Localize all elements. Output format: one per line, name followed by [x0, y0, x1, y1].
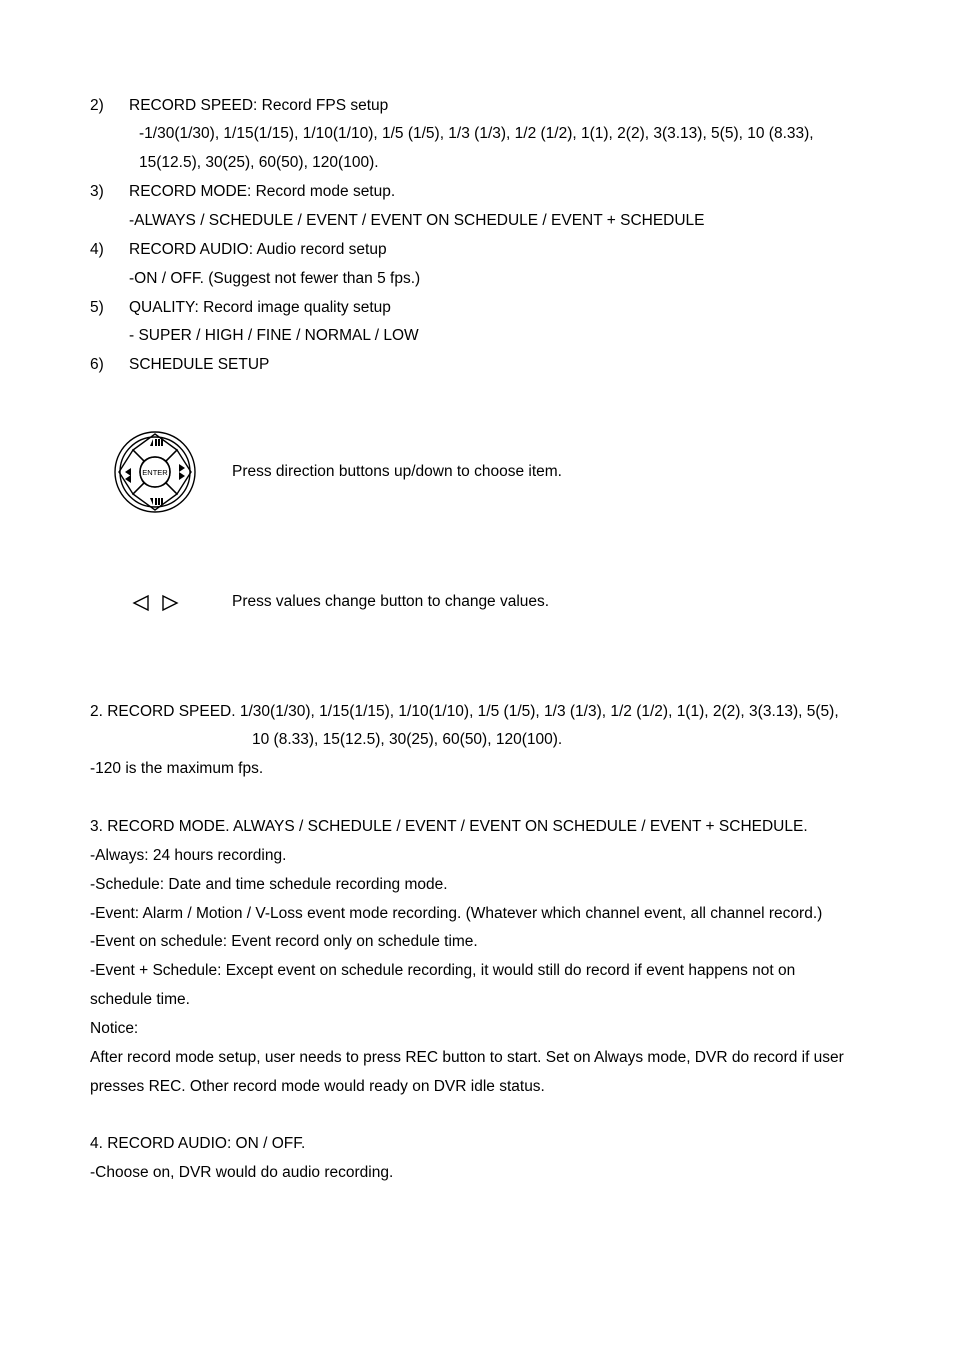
- values-hint: Press values change button to change values.: [232, 593, 550, 610]
- mode-schedule-desc: -Schedule: Date and time schedule recording mode.: [90, 876, 448, 893]
- record-speed-continued: 10 (8.33), 15(12.5), 30(25), 60(50), 120(100).: [252, 731, 563, 748]
- quality-values: - SUPER / HIGH / FINE / NORMAL / LOW: [129, 327, 419, 344]
- record-speed-max-note: -120 is the maximum fps.: [90, 760, 264, 777]
- record-speed-heading: 2. RECORD SPEED. 1/30(1/30), 1/15(1/15), 1/10(1/10), 1/5 (1/5), 1/3 (1/3), 1/2 (1/2), 1(1), 2(2), 3(3.13), 5(5),: [90, 703, 839, 720]
- mode-event-plus-schedule-desc: -Event + Schedule: Except event on schedule recording, it would still do record if event happens not on: [90, 962, 796, 979]
- list-item-record-audio: RECORD AUDIO: Audio record setup: [129, 241, 387, 258]
- record-audio-on-desc: -Choose on, DVR would do audio recording.: [90, 1164, 394, 1181]
- mode-always-desc: -Always: 24 hours recording.: [90, 847, 287, 864]
- mode-event-plus-schedule-desc-continued: schedule time.: [90, 991, 190, 1008]
- enter-button-label: ENTER: [142, 468, 168, 477]
- list-item-record-speed: RECORD SPEED: Record FPS setup: [129, 97, 389, 114]
- value-change-arrows-icon: [130, 592, 182, 614]
- list-item-record-mode: RECORD MODE: Record mode setup.: [129, 183, 396, 200]
- list-number-2: 2): [90, 97, 104, 114]
- list-item-schedule-setup: SCHEDULE SETUP: [129, 356, 270, 373]
- record-mode-heading: 3. RECORD MODE. ALWAYS / SCHEDULE / EVENT / EVENT ON SCHEDULE / EVENT + SCHEDULE.: [90, 818, 808, 835]
- record-audio-values: -ON / OFF. (Suggest not fewer than 5 fps.): [129, 270, 421, 287]
- list-number-4: 4): [90, 241, 104, 258]
- record-speed-values-line-2: 15(12.5), 30(25), 60(50), 120(100).: [139, 154, 379, 171]
- direction-pad-icon: [113, 428, 197, 516]
- record-speed-values-line-1: -1/30(1/30), 1/15(1/15), 1/10(1/10), 1/5 (1/5), 1/3 (1/3), 1/2 (1/2), 1(1), 2(2), 3(3.13), 5(5), 10 (8.33),: [139, 125, 814, 142]
- mode-event-on-schedule-desc: -Event on schedule: Event record only on schedule time.: [90, 933, 478, 950]
- list-item-quality: QUALITY: Record image quality setup: [129, 299, 391, 316]
- right-arrow-icon: [163, 596, 177, 610]
- notice-label: Notice:: [90, 1020, 139, 1037]
- mode-event-desc: -Event: Alarm / Motion / V-Loss event mode recording. (Whatever which channel event, all channel record.): [90, 905, 823, 922]
- record-mode-values: -ALWAYS / SCHEDULE / EVENT / EVENT ON SCHEDULE / EVENT + SCHEDULE: [129, 212, 705, 229]
- direction-hint: Press direction buttons up/down to choose item.: [232, 463, 562, 480]
- list-number-3: 3): [90, 183, 104, 200]
- notice-text-line-2: presses REC. Other record mode would ready on DVR idle status.: [90, 1078, 545, 1095]
- notice-text-line-1: After record mode setup, user needs to press REC button to start. Set on Always mode, DVR do record if user: [90, 1049, 844, 1066]
- left-arrow-icon: [134, 596, 148, 610]
- list-number-6: 6): [90, 356, 104, 373]
- list-number-5: 5): [90, 299, 104, 316]
- record-audio-heading: 4. RECORD AUDIO: ON / OFF.: [90, 1135, 306, 1152]
